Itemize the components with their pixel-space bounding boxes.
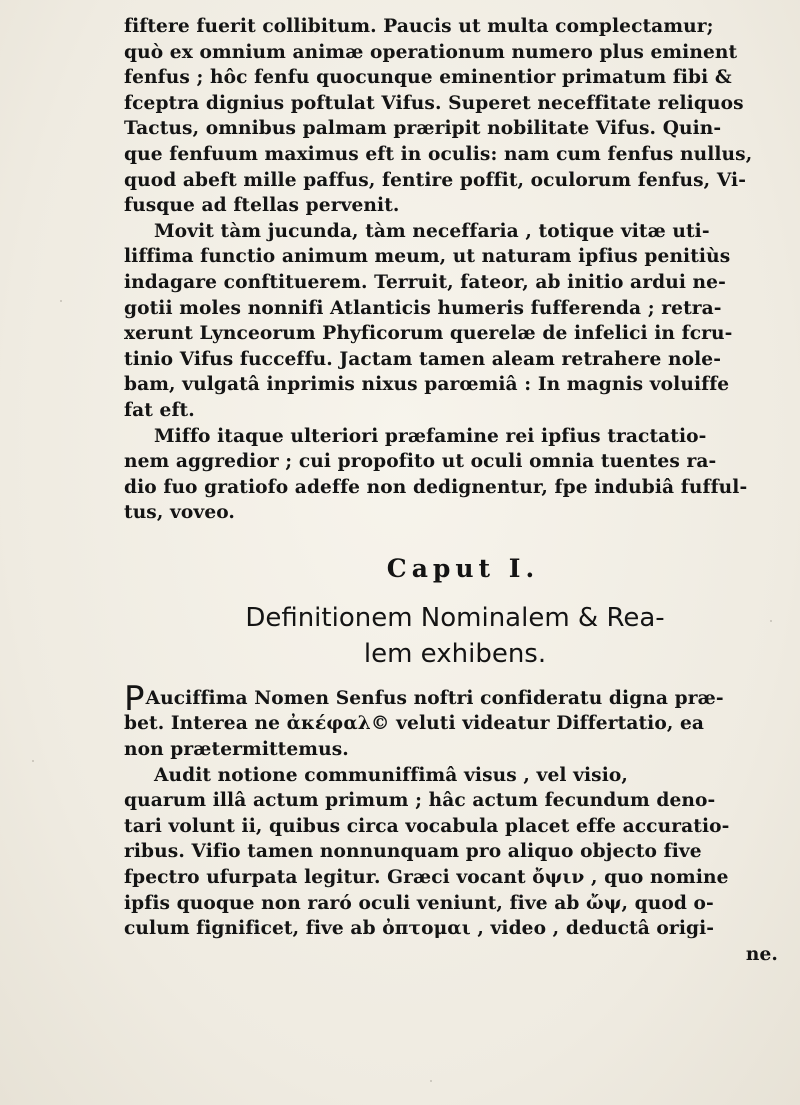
spacer (124, 586, 786, 600)
text-line: Tactus, omnibus palmam præripit nobilitate Vifus. Quin- (124, 118, 722, 140)
text-line-rest: Auciffima Nomen Senfus noftri confideratu digna præ- (145, 687, 724, 709)
text-line: nem aggredior ; cui propofito ut oculi omnia tuentes ra- (124, 451, 717, 473)
spacer (124, 526, 786, 552)
paragraph-4 (124, 678, 786, 763)
text-line: fat eft. (124, 399, 195, 421)
chapter-subtitle-line-2: lem exhibens. (363, 638, 547, 669)
text-line: fenfus ; hôc fenfu quocunque eminentior primatum fibi & (124, 67, 732, 89)
text-line: xerunt Lynceorum Phyficorum querelæ de infelici in fcru- (124, 323, 733, 345)
text-line: tus, voveo. (124, 502, 236, 524)
text-line: bam, vulgatâ inprimis nixus parœmiâ : In magnis voluiffe (124, 374, 730, 396)
text-line: quod abeft mille paffus, fentire poffit, oculorum fenfus, Vi- (124, 169, 747, 191)
chapter-title: Caput I. (386, 553, 540, 583)
text-line-with-dropcap (124, 678, 786, 719)
paragraph-3 (124, 424, 786, 526)
paragraph-2 (124, 219, 786, 424)
text-line: bet. Interea ne ἀκέφαλ© veluti videatur Differtatio, ea (124, 713, 705, 735)
text-line: gotii moles nonnifi Atlanticis humeris fufferenda ; retra- (124, 297, 722, 319)
text-line: indagare conftituerem. Terruit, fateor, ab initio ardui ne- (124, 271, 726, 293)
text-line: quarum illâ actum primum ; hâc actum fecundum deno- (124, 790, 716, 812)
chapter-subtitle-line-1: Definitionem Nominalem & Rea- (245, 602, 665, 633)
text-line: dio fuo gratiofo adeffe non dedignentur, fpe indubiâ fufful- (124, 476, 748, 498)
text-line: Audit notione communiffimâ visus , vel visio, (154, 764, 628, 786)
paragraph-5 (124, 763, 786, 968)
text-line: fiftere fuerit collibitum. Paucis ut multa complectamur; (124, 16, 714, 37)
text-line: tari volunt ii, quibus circa vocabula placet effe accuratio- (124, 815, 730, 837)
text-line: Miffo itaque ulteriori præfamine rei ipfius tractatio- (154, 425, 707, 447)
catchword: ne. (745, 943, 778, 965)
text-line: que fenfuum maximus eft in oculis: nam cum fenfus nullus, (124, 143, 753, 165)
text-line: ipfis quoque non raró oculi veniunt, five ab ὤψ, quod o- (124, 892, 714, 914)
text-line: fceptra dignius poftulat Vifus. Superet neceffitate reliquos (124, 92, 744, 114)
drop-cap: P (124, 678, 145, 719)
page-text (124, 14, 786, 967)
text-line: tinio Vifus fucceffu. Jactam tamen aleam retrahere nole- (124, 348, 722, 370)
text-line: fpectro ufurpata legitur. Græci vocant ὄψιν , quo nomine (124, 867, 729, 889)
text-line: fusque ad ftellas pervenit. (124, 195, 400, 217)
paragraph-1 (124, 14, 786, 219)
text-line: Movit tàm jucunda, tàm neceffaria , totique vitæ uti- (154, 220, 710, 242)
text-line: culum fignificet, five ab ὀπτομαι , video , deductâ origi- (124, 918, 715, 940)
text-line: liffima functio animum meum, ut naturam ipfius penitiùs (124, 246, 731, 268)
text-line: non prætermittemus. (124, 739, 349, 761)
spacer (124, 672, 786, 686)
text-line: ribus. Vifio tamen nonnunquam pro aliquo objecto five (124, 841, 702, 863)
paper-speck (430, 1080, 432, 1082)
paper-speck (60, 300, 62, 302)
text-line: quò ex omnium animæ operationum numero plus eminent (124, 41, 738, 63)
paper-speck (32, 760, 34, 762)
